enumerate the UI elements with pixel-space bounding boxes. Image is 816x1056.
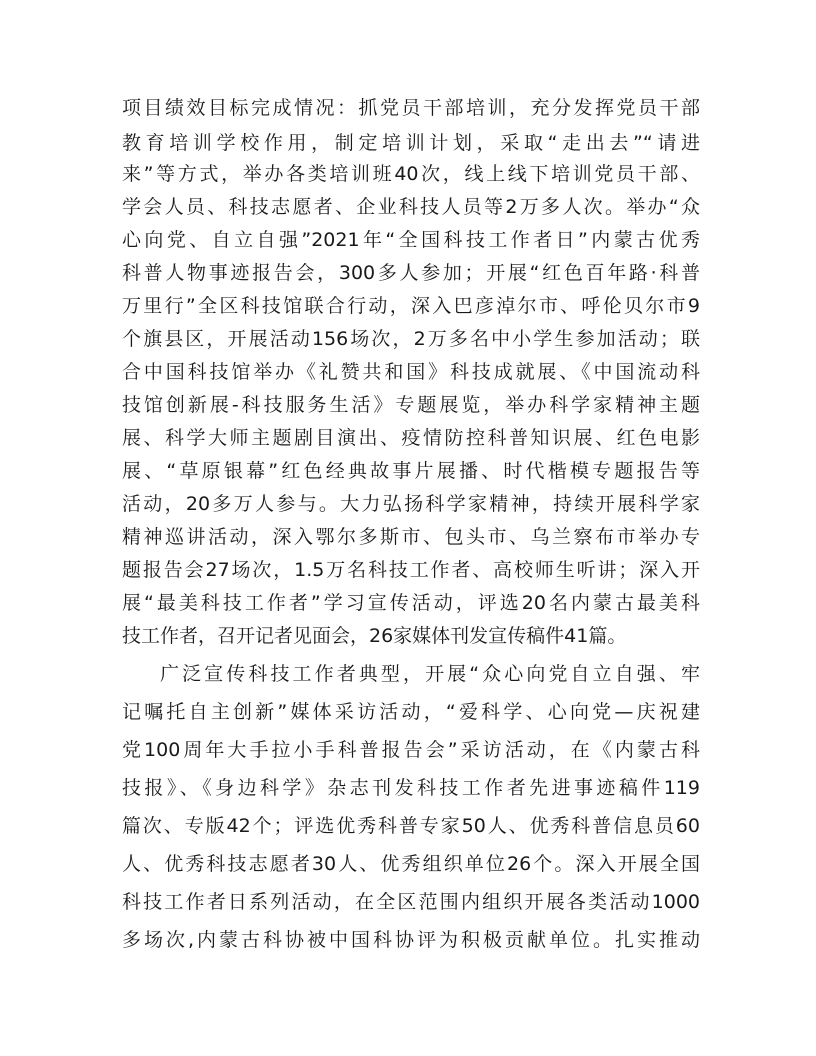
text-line: 科技工作者日系列活动，在全区范围内组织开展各类活动1000 [122, 891, 700, 913]
text-line: 心向党、自立自强”2021年“全国科技工作者日”内蒙古优秀 [122, 229, 700, 251]
text-line: 科普人物事迹报告会，300多人参加；开展“红色百年路·科普 [122, 262, 700, 284]
text-line: 项目绩效目标完成情况：抓党员干部培训，充分发挥党员干部 [122, 97, 700, 119]
paragraph-first-line: 广泛宣传科技工作者典型，开展“众心向党自立自强、牢 [160, 663, 700, 685]
text-line: 篇次、专版42个；评选优秀科普专家50人、优秀科普信息员60 [122, 815, 700, 837]
text-line: 人、优秀科技志愿者30人、优秀组织单位26个。深入开展全国 [122, 853, 700, 875]
text-line: 题报告会27场次，1.5万名科技工作者、高校师生听讲；深入开 [122, 559, 700, 581]
text-line: 合中国科技馆举办《礼赞共和国》科技成就展、《中国流动科 [122, 361, 700, 383]
text-line: 技馆创新展-科技服务生活》专题展览，举办科学家精神主题 [122, 394, 700, 416]
text-line: 活动，20多万人参与。大力弘扬科学家精神，持续开展科学家 [122, 493, 700, 515]
text-line: 记嘱托自主创新”媒体采访活动，“爱科学、心向党—庆祝建 [122, 701, 700, 723]
text-line: 党100周年大手拉小手科普报告会”采访活动，在《内蒙古科 [122, 739, 700, 761]
text-line: 来”等方式，举办各类培训班40次，线上线下培训党员干部、 [122, 163, 700, 185]
text-line: 精神巡讲活动，深入鄂尔多斯市、包头市、乌兰察布市举办专 [122, 526, 700, 548]
text-line: 教育培训学校作用，制定培训计划，采取“走出去”“请进 [122, 132, 700, 154]
text-line: 展、科学大师主题剧目演出、疫情防控科普知识展、红色电影 [122, 427, 700, 449]
text-line: 展“最美科技工作者”学习宣传活动，评选20名内蒙古最美科 [122, 592, 700, 614]
text-line: 万里行”全区科技馆联合行动，深入巴彦淖尔市、呼伦贝尔市9 [122, 295, 700, 317]
text-line: 个旗县区，开展活动156场次，2万多名中小学生参加活动；联 [122, 328, 700, 350]
text-line: 多场次,内蒙古科协被中国科协评为积极贡献单位。扎实推动 [122, 929, 700, 951]
text-line: 学会人员、科技志愿者、企业科技人员等2万多人次。举办“众 [122, 196, 700, 218]
text-line: 技报》、《身边科学》杂志刊发科技工作者先进事迹稿件119 [122, 777, 700, 799]
text-line: 技工作者，召开记者见面会，26家媒体刊发宣传稿件41篇。 [122, 625, 627, 647]
text-line: 展、“草原银幕”红色经典故事片展播、时代楷模专题报告等 [122, 460, 700, 482]
